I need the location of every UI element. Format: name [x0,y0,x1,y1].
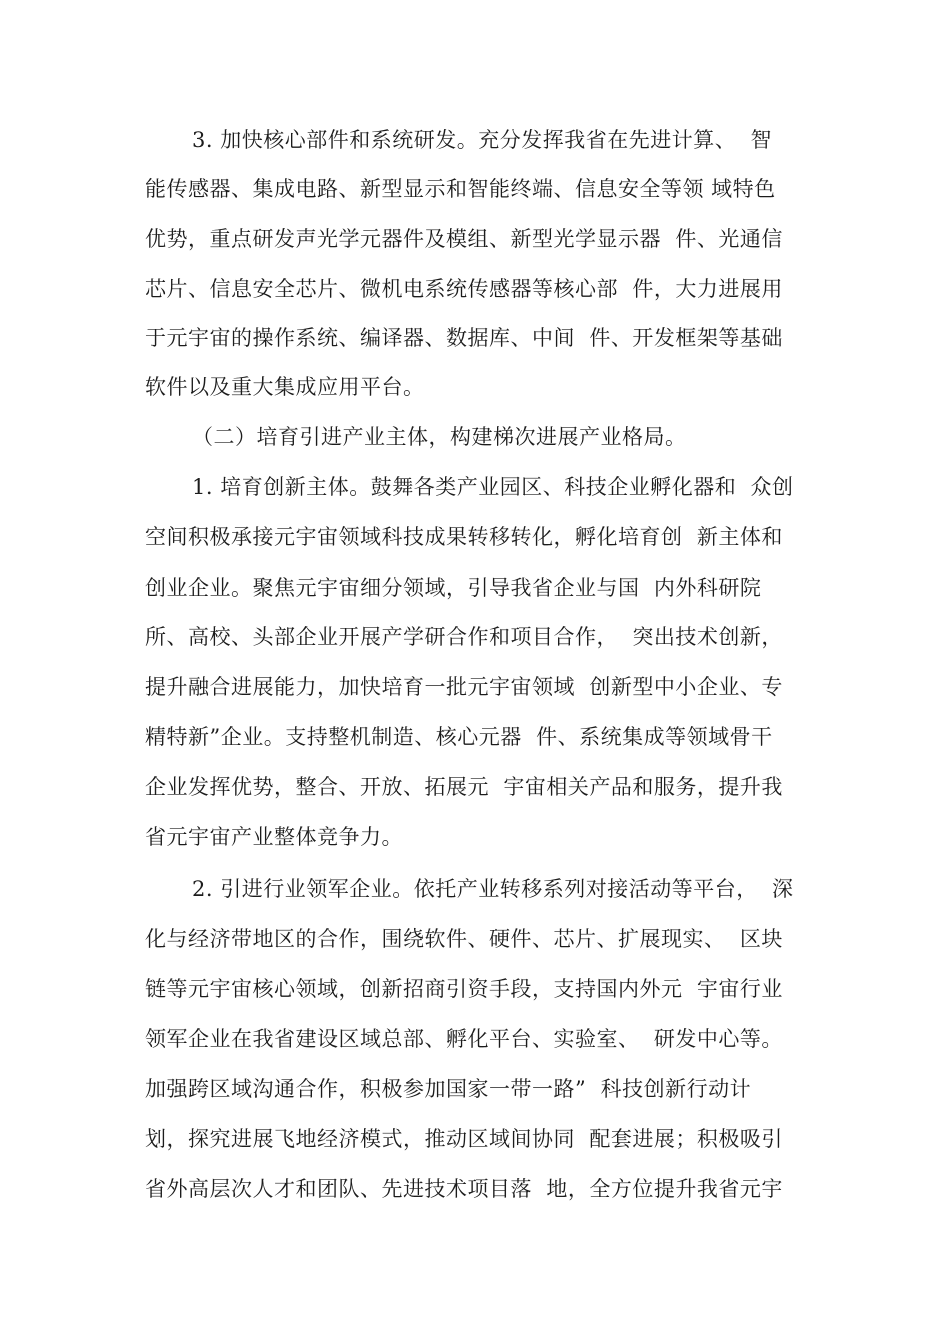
paragraph-line: 领军企业在我省建设区域总部、孵化平台、实验室、 研发中心等。 [145,1027,783,1051]
paragraph-line: 能传感器、集成电路、新型显示和智能终端、信息安全等领 域特色 [145,177,776,201]
paragraph-line: 空间积极承接元宇宙领域科技成果转移转化，孵化培育创 新主体和 [145,525,783,549]
paragraph-line: 3. 加快核心部件和系统研发。充分发挥我省在先进计算、 智 [192,128,773,152]
paragraph-line: 化与经济带地区的合作，围绕软件、硬件、芯片、扩展现实、 区块 [145,927,783,951]
section-heading: （二）培育引进产业主体，构建梯次进展产业格局。 [192,425,687,449]
paragraph-line: 省外高层次人才和团队、先进技术项目落 地，全方位提升我省元宇 [145,1177,783,1201]
paragraph-line: 芯片、信息安全芯片、微机电系统传感器等核心部 件，大力进展用 [145,277,783,301]
paragraph-line: 1. 培育创新主体。鼓舞各类产业园区、科技企业孵化器和 众创 [192,475,794,499]
paragraph-line: 软件以及重大集成应用平台。 [145,375,425,399]
paragraph-line: 加强跨区域沟通合作，积极参加国家一带一路” 科技创新行动计 [145,1077,752,1101]
paragraph-line: 创业企业。聚焦元宇宙细分领域，引导我省企业与国 内外科研院 [145,576,762,600]
paragraph-line: 链等元宇宙核心领域，创新招商引资手段，支持国内外元 宇宙行业 [145,977,783,1001]
paragraph-line: 所、高校、头部企业开展产学研合作和项目合作， 突出技术创新， [145,625,783,649]
paragraph-line: 划，探究进展飞地经济模式，推动区域间协同 配套进展；积极吸引 [145,1127,783,1151]
paragraph-line: 企业发挥优势，整合、开放、拓展元 宇宙相关产品和服务，提升我 [145,775,783,799]
paragraph-line: 精特新”企业。支持整机制造、核心元器 件、系统集成等领域骨干 [145,725,773,749]
paragraph-line: 优势，重点研发声光学元器件及模组、新型光学显示器 件、光通信 [145,227,783,251]
paragraph-line: 提升融合进展能力，加快培育一批元宇宙领域 创新型中小企业、专 [145,675,783,699]
paragraph-line: 2. 引进行业领军企业。依托产业转移系列对接活动等平台， 深 [192,877,794,901]
paragraph-line: 省元宇宙产业整体竞争力。 [145,825,403,849]
paragraph-line: 于元宇宙的操作系统、编译器、数据库、中间 件、开发框架等基础 [145,326,783,350]
